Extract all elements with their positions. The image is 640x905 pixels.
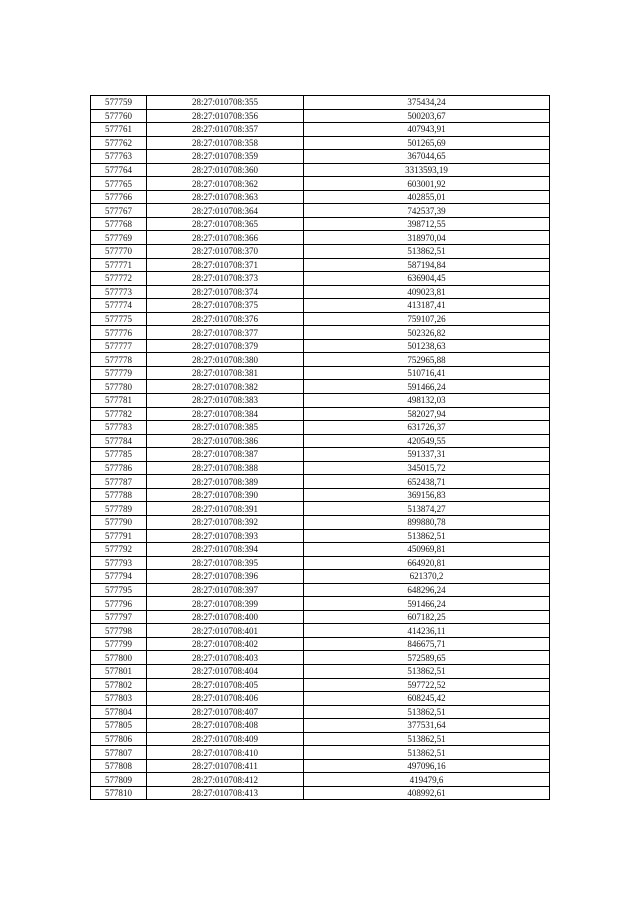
table-row: [91, 570, 550, 584]
cadastral-number-cell: 28:27:010708:357: [147, 123, 304, 137]
table-row: [91, 353, 550, 367]
value-cell: 375434,24: [304, 96, 550, 110]
row-number-cell: 577779: [91, 366, 147, 380]
cadastral-number-cell: 28:27:010708:379: [147, 339, 304, 353]
row-number-cell: 577770: [91, 245, 147, 259]
cadastral-number-cell: 28:27:010708:360: [147, 163, 304, 177]
cadastral-number-cell: 28:27:010708:362: [147, 177, 304, 191]
cadastral-number-cell: 28:27:010708:383: [147, 394, 304, 408]
table-row: [91, 583, 550, 597]
row-number-cell: 577792: [91, 543, 147, 557]
value-cell: 572589,65: [304, 651, 550, 665]
cadastral-number-cell: 28:27:010708:374: [147, 285, 304, 299]
table-row: [91, 204, 550, 218]
table-row: [91, 177, 550, 191]
row-number-cell: 577761: [91, 123, 147, 137]
row-number-cell: 577772: [91, 272, 147, 286]
table-row: [91, 624, 550, 638]
cadastral-number-cell: 28:27:010708:394: [147, 543, 304, 557]
value-cell: 501265,69: [304, 136, 550, 150]
table-row: [91, 515, 550, 529]
row-number-cell: 577794: [91, 570, 147, 584]
cadastral-number-cell: 28:27:010708:411: [147, 759, 304, 773]
value-cell: 513862,51: [304, 732, 550, 746]
table-row: [91, 759, 550, 773]
value-cell: 345015,72: [304, 461, 550, 475]
table-row: [91, 231, 550, 245]
row-number-cell: 577807: [91, 746, 147, 760]
table-row: [91, 705, 550, 719]
table-row: [91, 434, 550, 448]
value-cell: 420549,55: [304, 434, 550, 448]
value-cell: 664920,81: [304, 556, 550, 570]
table-row: [91, 380, 550, 394]
table-row: [91, 272, 550, 286]
value-cell: 742537,39: [304, 204, 550, 218]
table-row: [91, 245, 550, 259]
value-cell: 409023,81: [304, 285, 550, 299]
cadastral-number-cell: 28:27:010708:407: [147, 705, 304, 719]
cadastral-number-cell: 28:27:010708:375: [147, 299, 304, 313]
cadastral-number-cell: 28:27:010708:373: [147, 272, 304, 286]
cadastral-number-cell: 28:27:010708:412: [147, 773, 304, 787]
value-cell: 318970,04: [304, 231, 550, 245]
row-number-cell: 577767: [91, 204, 147, 218]
table-row: [91, 96, 550, 110]
value-cell: 513862,51: [304, 245, 550, 259]
table-row: [91, 502, 550, 516]
table-body: [91, 96, 550, 800]
cadastral-number-cell: 28:27:010708:408: [147, 719, 304, 733]
cadastral-number-cell: 28:27:010708:365: [147, 217, 304, 231]
row-number-cell: 577787: [91, 475, 147, 489]
row-number-cell: 577788: [91, 488, 147, 502]
value-cell: 498132,03: [304, 394, 550, 408]
cadastral-number-cell: 28:27:010708:358: [147, 136, 304, 150]
table-row: [91, 664, 550, 678]
value-cell: 759107,26: [304, 312, 550, 326]
value-cell: 414236,11: [304, 624, 550, 638]
row-number-cell: 577782: [91, 407, 147, 421]
table-row: [91, 339, 550, 353]
cadastral-number-cell: 28:27:010708:356: [147, 109, 304, 123]
cadastral-value-table: [90, 95, 550, 800]
row-number-cell: 577803: [91, 692, 147, 706]
table-row: [91, 610, 550, 624]
row-number-cell: 577797: [91, 610, 147, 624]
row-number-cell: 577760: [91, 109, 147, 123]
row-number-cell: 577809: [91, 773, 147, 787]
cadastral-number-cell: 28:27:010708:388: [147, 461, 304, 475]
table-row: [91, 529, 550, 543]
value-cell: 402855,01: [304, 190, 550, 204]
value-cell: 500203,67: [304, 109, 550, 123]
value-cell: 631726,37: [304, 421, 550, 435]
value-cell: 607182,25: [304, 610, 550, 624]
value-cell: 369156,83: [304, 488, 550, 502]
value-cell: 510716,41: [304, 366, 550, 380]
value-cell: 597722,52: [304, 678, 550, 692]
row-number-cell: 577783: [91, 421, 147, 435]
row-number-cell: 577771: [91, 258, 147, 272]
row-number-cell: 577764: [91, 163, 147, 177]
table-row: [91, 719, 550, 733]
table-row: [91, 651, 550, 665]
row-number-cell: 577805: [91, 719, 147, 733]
cadastral-number-cell: 28:27:010708:409: [147, 732, 304, 746]
cadastral-number-cell: 28:27:010708:391: [147, 502, 304, 516]
value-cell: 846675,71: [304, 637, 550, 651]
value-cell: 398712,55: [304, 217, 550, 231]
cadastral-number-cell: 28:27:010708:406: [147, 692, 304, 706]
row-number-cell: 577768: [91, 217, 147, 231]
value-cell: 648296,24: [304, 583, 550, 597]
cadastral-number-cell: 28:27:010708:382: [147, 380, 304, 394]
row-number-cell: 577775: [91, 312, 147, 326]
value-cell: 621370,2: [304, 570, 550, 584]
value-cell: 497096,16: [304, 759, 550, 773]
cadastral-number-cell: 28:27:010708:410: [147, 746, 304, 760]
cadastral-number-cell: 28:27:010708:380: [147, 353, 304, 367]
table-row: [91, 312, 550, 326]
cadastral-number-cell: 28:27:010708:399: [147, 597, 304, 611]
table-row: [91, 109, 550, 123]
value-cell: 367044,65: [304, 150, 550, 164]
value-cell: 513874,27: [304, 502, 550, 516]
cadastral-number-cell: 28:27:010708:400: [147, 610, 304, 624]
table-row: [91, 394, 550, 408]
row-number-cell: 577799: [91, 637, 147, 651]
cadastral-number-cell: 28:27:010708:363: [147, 190, 304, 204]
row-number-cell: 577759: [91, 96, 147, 110]
value-cell: 513862,51: [304, 705, 550, 719]
cadastral-number-cell: 28:27:010708:405: [147, 678, 304, 692]
value-cell: 407943,91: [304, 123, 550, 137]
table-row: [91, 488, 550, 502]
value-cell: 377531,64: [304, 719, 550, 733]
row-number-cell: 577765: [91, 177, 147, 191]
row-number-cell: 577780: [91, 380, 147, 394]
table-row: [91, 773, 550, 787]
value-cell: 591466,24: [304, 597, 550, 611]
value-cell: 603001,92: [304, 177, 550, 191]
cadastral-number-cell: 28:27:010708:364: [147, 204, 304, 218]
cadastral-number-cell: 28:27:010708:402: [147, 637, 304, 651]
table-row: [91, 163, 550, 177]
value-cell: 582027,94: [304, 407, 550, 421]
value-cell: 636904,45: [304, 272, 550, 286]
value-cell: 3313593,19: [304, 163, 550, 177]
row-number-cell: 577776: [91, 326, 147, 340]
table-row: [91, 326, 550, 340]
value-cell: 752965,88: [304, 353, 550, 367]
table-row: [91, 421, 550, 435]
row-number-cell: 577790: [91, 515, 147, 529]
value-cell: 502326,82: [304, 326, 550, 340]
row-number-cell: 577786: [91, 461, 147, 475]
cadastral-number-cell: 28:27:010708:359: [147, 150, 304, 164]
row-number-cell: 577806: [91, 732, 147, 746]
table-row: [91, 150, 550, 164]
value-cell: 591337,31: [304, 448, 550, 462]
row-number-cell: 577784: [91, 434, 147, 448]
table-row: [91, 407, 550, 421]
row-number-cell: 577800: [91, 651, 147, 665]
row-number-cell: 577793: [91, 556, 147, 570]
cadastral-number-cell: 28:27:010708:404: [147, 664, 304, 678]
row-number-cell: 577796: [91, 597, 147, 611]
table-row: [91, 190, 550, 204]
row-number-cell: 577781: [91, 394, 147, 408]
row-number-cell: 577808: [91, 759, 147, 773]
value-cell: 419479,6: [304, 773, 550, 787]
value-cell: 513862,51: [304, 746, 550, 760]
value-cell: 450969,81: [304, 543, 550, 557]
table-row: [91, 299, 550, 313]
value-cell: 501238,63: [304, 339, 550, 353]
table-row: [91, 732, 550, 746]
cadastral-number-cell: 28:27:010708:395: [147, 556, 304, 570]
row-number-cell: 577763: [91, 150, 147, 164]
table-row: [91, 597, 550, 611]
cadastral-number-cell: 28:27:010708:355: [147, 96, 304, 110]
table-row: [91, 637, 550, 651]
value-cell: 608245,42: [304, 692, 550, 706]
row-number-cell: 577766: [91, 190, 147, 204]
cadastral-number-cell: 28:27:010708:390: [147, 488, 304, 502]
cadastral-number-cell: 28:27:010708:386: [147, 434, 304, 448]
row-number-cell: 577798: [91, 624, 147, 638]
cadastral-number-cell: 28:27:010708:381: [147, 366, 304, 380]
row-number-cell: 577795: [91, 583, 147, 597]
row-number-cell: 577804: [91, 705, 147, 719]
value-cell: 899880,78: [304, 515, 550, 529]
row-number-cell: 577762: [91, 136, 147, 150]
value-cell: 513862,51: [304, 529, 550, 543]
cadastral-number-cell: 28:27:010708:376: [147, 312, 304, 326]
table-row: [91, 692, 550, 706]
table-row: [91, 285, 550, 299]
value-cell: 408992,61: [304, 786, 550, 800]
value-cell: 513862,51: [304, 664, 550, 678]
table-row: [91, 366, 550, 380]
value-cell: 652438,71: [304, 475, 550, 489]
cadastral-number-cell: 28:27:010708:387: [147, 448, 304, 462]
row-number-cell: 577777: [91, 339, 147, 353]
row-number-cell: 577789: [91, 502, 147, 516]
cadastral-number-cell: 28:27:010708:392: [147, 515, 304, 529]
table-row: [91, 217, 550, 231]
table-row: [91, 123, 550, 137]
cadastral-number-cell: 28:27:010708:371: [147, 258, 304, 272]
cadastral-number-cell: 28:27:010708:385: [147, 421, 304, 435]
row-number-cell: 577791: [91, 529, 147, 543]
cadastral-number-cell: 28:27:010708:366: [147, 231, 304, 245]
table-row: [91, 448, 550, 462]
value-cell: 591466,24: [304, 380, 550, 394]
table-row: [91, 556, 550, 570]
cadastral-number-cell: 28:27:010708:397: [147, 583, 304, 597]
row-number-cell: 577778: [91, 353, 147, 367]
value-cell: 413187,41: [304, 299, 550, 313]
cadastral-number-cell: 28:27:010708:396: [147, 570, 304, 584]
row-number-cell: 577801: [91, 664, 147, 678]
value-cell: 587194,84: [304, 258, 550, 272]
table-row: [91, 461, 550, 475]
row-number-cell: 577785: [91, 448, 147, 462]
row-number-cell: 577810: [91, 786, 147, 800]
table-row: [91, 543, 550, 557]
cadastral-number-cell: 28:27:010708:393: [147, 529, 304, 543]
row-number-cell: 577773: [91, 285, 147, 299]
table-row: [91, 136, 550, 150]
table-row: [91, 786, 550, 800]
cadastral-number-cell: 28:27:010708:401: [147, 624, 304, 638]
cadastral-number-cell: 28:27:010708:370: [147, 245, 304, 259]
cadastral-number-cell: 28:27:010708:403: [147, 651, 304, 665]
table-row: [91, 258, 550, 272]
cadastral-number-cell: 28:27:010708:413: [147, 786, 304, 800]
cadastral-number-cell: 28:27:010708:384: [147, 407, 304, 421]
row-number-cell: 577769: [91, 231, 147, 245]
cadastral-number-cell: 28:27:010708:389: [147, 475, 304, 489]
cadastral-number-cell: 28:27:010708:377: [147, 326, 304, 340]
table-row: [91, 746, 550, 760]
table-row: [91, 475, 550, 489]
row-number-cell: 577774: [91, 299, 147, 313]
table-row: [91, 678, 550, 692]
row-number-cell: 577802: [91, 678, 147, 692]
